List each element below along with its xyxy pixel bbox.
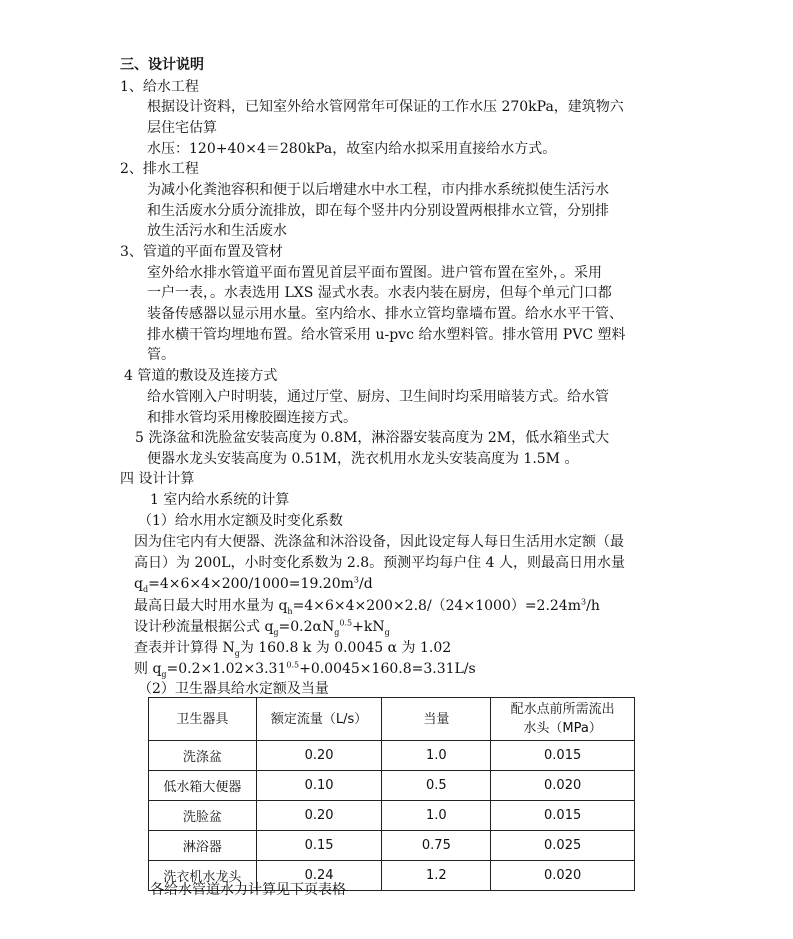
cell-equivalent: 1.0 — [382, 801, 491, 831]
formula-daily-water: $q_d=4\times 6\times 4\times 200/1000=19.20m^3/d$ — [134, 575, 373, 594]
formula-result: 则 $q_g=0.2\times 1.02\times 3.31^{0.5}+0.0045\times 160.8=3.31L/s$ — [134, 660, 476, 679]
paragraph-line: 便器水龙头安装高度为 0.51M，洗衣机用水龙头安装高度为 1.5M 。 — [147, 451, 579, 467]
cell-equivalent: 0.5 — [382, 771, 491, 801]
paragraph-line: 5 洗涤盆和洗脸盆安装高度为 0.8M，淋浴器安装高度为 2M，低水箱坐式大 — [135, 430, 610, 446]
header-outflow-head: 配水点前所需流出 水头（MPa） — [491, 698, 635, 741]
formula-design-flow: 设计秒流量根据公式 $q_g=0.2\alpha N_g^{0.5}+kN_g$ — [134, 618, 390, 637]
subsection-quota-title: （1）给水用水定额及时变化系数 — [138, 513, 343, 529]
formula-hourly-water: 最高日最大时用水量为 $q_h=4\times 6\times 4\times 200\times 2.8/(24\times 1000)=2.24m^3/h$ — [134, 597, 600, 616]
table-row — [149, 741, 635, 771]
cell-fixture: 低水箱大便器 — [149, 771, 257, 801]
cell-rated-flow: 0.24 — [256, 861, 382, 891]
subsection-fixture-table-title: （2）卫生器具给水定额及当量 — [138, 681, 329, 697]
cell-outflow-head: 0.015 — [491, 801, 635, 831]
subsection-pipe-layout-title: 3、管道的平面布置及管材 — [120, 244, 283, 260]
paragraph-line: 根据设计资料，已知室外给水管网常年可保证的工作水压 270kPa，建筑物六 — [147, 99, 624, 115]
cell-outflow-head: 0.020 — [491, 771, 635, 801]
table-row — [149, 831, 635, 861]
header-equivalent: 当量 — [382, 698, 491, 741]
table-row — [149, 801, 635, 831]
paragraph-line: 排水横干管均埋地布置。给水管采用 u-pvc 给水塑料管。排水管用 PVC 塑料 — [147, 327, 626, 343]
cell-outflow-head: 0.015 — [491, 741, 635, 771]
cell-fixture: 洗涤盆 — [149, 741, 257, 771]
paragraph-line: 和生活废水分质分流排放，即在每个竖井内分别设置两根排水立管，分别排 — [147, 203, 609, 219]
paragraph-line: 给水管刚入户时明装，通过厅堂、厨房、卫生间时均采用暗装方式。给水管 — [147, 389, 609, 405]
table-header-row — [149, 698, 635, 741]
fixture-quota-table — [148, 697, 635, 891]
paragraph-line: 因为住宅内有大便器、洗涤盆和沐浴设备，因此设定每人每日生活用水定额（最 — [134, 534, 624, 550]
paragraph-line: 放生活污水和生活废水 — [147, 223, 287, 239]
cell-equivalent: 1.2 — [382, 861, 491, 891]
paragraph-line: 层住宅估算 — [147, 120, 217, 136]
section-3-title: 三、设计说明 — [120, 57, 204, 73]
paragraph-line: 装备传感器以显示用水量。室内给水、排水立管均靠墙布置。给水水平干管、 — [147, 306, 623, 322]
paragraph-line: 和排水管均采用橡胶圈连接方式。 — [147, 410, 357, 426]
cell-rated-flow: 0.10 — [256, 771, 382, 801]
paragraph-line: 室外给水排水管道平面布置见首层平面布置图。进户管布置在室外，。采用 — [147, 265, 602, 281]
section-4-title: 四 设计计算 — [120, 471, 195, 487]
cell-fixture: 淋浴器 — [149, 831, 257, 861]
paragraph-line: 高日）为 200L，小时变化系数为 2.8。预测平均每户住 4 人，则最高日用水量 — [134, 555, 625, 571]
paragraph-line: 一户一表，。水表选用 LXS 湿式水表。水表内装在厨房，但每个单元门口都 — [147, 285, 612, 301]
cell-rated-flow: 0.15 — [256, 831, 382, 861]
cell-outflow-head: 0.025 — [491, 831, 635, 861]
cell-rated-flow: 0.20 — [256, 741, 382, 771]
cell-fixture: 洗衣机水龙头 — [149, 861, 257, 891]
subsection-drainage-title: 2、排水工程 — [120, 161, 199, 177]
footer-note: 各给水管道水力计算见下页表格 — [150, 882, 346, 898]
formula-table-lookup: 查表并计算得 $N_g$为 160.8 k 为 0.0045 α 为 1.02 — [134, 640, 452, 658]
paragraph-line: 管。 — [147, 347, 175, 363]
subsection-water-supply-title: 1、给水工程 — [120, 79, 199, 95]
table-row — [149, 771, 635, 801]
cell-rated-flow: 0.20 — [256, 801, 382, 831]
paragraph-line: 水压：120+40×4＝280kPa，故室内给水拟采用直接给水方式。 — [147, 141, 557, 157]
subsection-indoor-supply-title: 1 室内给水系统的计算 — [150, 492, 290, 508]
cell-equivalent: 0.75 — [382, 831, 491, 861]
paragraph-line: 为减小化粪池容积和便于以后增建水中水工程，市内排水系统拟使生活污水 — [147, 182, 609, 198]
subsection-pipe-laying-title: 4 管道的敷设及连接方式 — [124, 368, 278, 384]
cell-equivalent: 1.0 — [382, 741, 491, 771]
header-fixture: 卫生器具 — [149, 698, 257, 741]
cell-outflow-head: 0.020 — [491, 861, 635, 891]
header-rated-flow: 额定流量（L/s） — [256, 698, 382, 741]
cell-fixture: 洗脸盆 — [149, 801, 257, 831]
